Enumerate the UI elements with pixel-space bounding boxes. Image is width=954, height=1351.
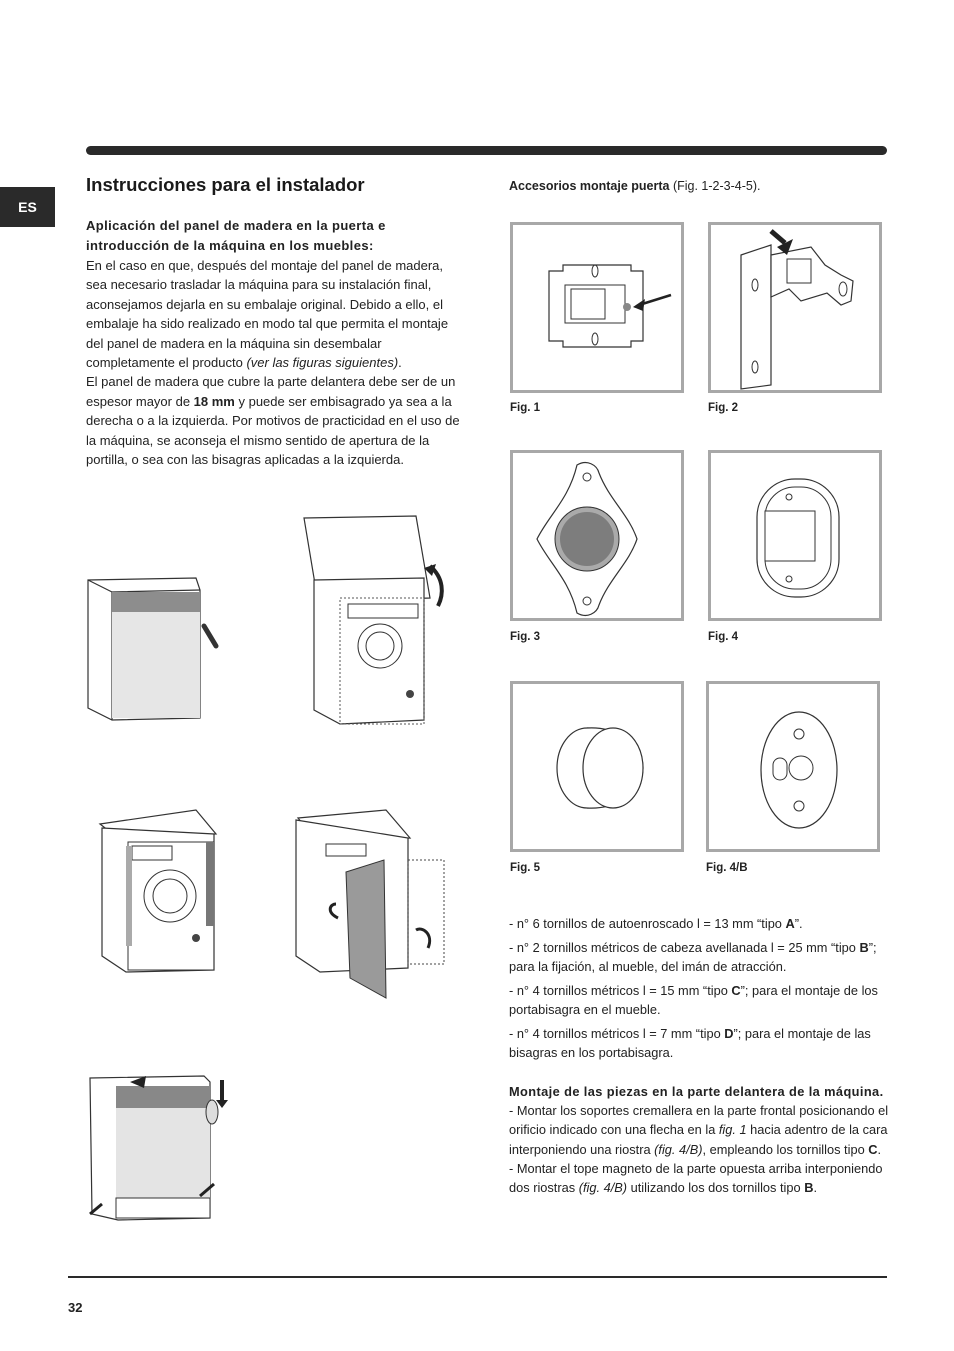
- figure-1: [510, 222, 684, 393]
- illustration-open-box-machine: [300, 512, 450, 732]
- header-rule: [86, 146, 887, 155]
- figure-4b: [706, 681, 880, 852]
- mounting-section: [509, 1082, 889, 1197]
- figure-3: [510, 450, 684, 621]
- fig-2-label: Fig. 2: [708, 402, 739, 414]
- fig-5-label: Fig. 5: [510, 862, 541, 874]
- bracket-plate-drawing: [543, 251, 673, 361]
- illustration-side-brackets: [96, 806, 236, 976]
- figure-2: [708, 222, 882, 393]
- list-item: - n° 4 tornillos métricos l = 15 mm “tipo C”; para el montaje de los portabisagra en el mueble.: [509, 983, 878, 1017]
- mounting-step-2: - Montar el tope magneto de la parte opuesta arriba interponiendo dos riostras (fig. 4/B) utilizando los dos tornillos tipo B.: [509, 1160, 883, 1196]
- fig-3-label: Fig. 3: [510, 631, 541, 643]
- screw-list: [509, 914, 889, 1067]
- accessories-heading: Accesorios montaje puerta (Fig. 1-2-3-4-5).: [509, 179, 761, 193]
- language-tab: ES: [0, 187, 55, 227]
- paragraph-2: El panel de madera que cubre la parte delantera debe ser de un espesor mayor de 18 mm y puede ser embisagrado ya sea a la derecha o a la izquierda. Por motivos de practicidad en el uso de la máquina, se aconseja el mismo sentido de apertura de la portilla, o sea con las bisagras aplicadas a la izquierda.: [86, 374, 460, 468]
- hinge-holder-drawing: [751, 473, 851, 603]
- figure-5: [510, 681, 684, 852]
- page-number: 32: [68, 1300, 83, 1315]
- magnet-plate-drawing: [533, 459, 663, 619]
- mounting-step-1: - Montar los soportes cremallera en la parte frontal posicionando el orificio indicado con una flecha en la fig. 1 hacia adentro de la cara interponiendo una riostra (fig. 4/B), empleando los tornillos tipo C.: [509, 1103, 889, 1157]
- illustration-finished-machine: [86, 1074, 236, 1224]
- knob-drawing: [547, 714, 657, 824]
- figure-4: [708, 450, 882, 621]
- mounting-heading: Montaje de las piezas en la parte delantera de la máquina.: [509, 1084, 884, 1099]
- paragraph-1: En el caso en que, después del montaje del panel de madera, sea necesario trasladar la máquina para su instalación final, aconsejamos dejarla en su embalaje original. Debido a ello, el embalaje ha sido realizado en modo tal que permita el montaje del panel de madera en la máquina sin desembalar completamente el producto (ver las figuras siguientes).: [86, 258, 449, 371]
- fig-4b-label: Fig. 4/B: [706, 862, 748, 874]
- section-subheading: Aplicación del panel de madera en la puerta e introducción de la máquina en los muebles:: [86, 218, 386, 253]
- list-item: - n° 2 tornillos métricos de cabeza avellanada l = 25 mm “tipo B”; para la fijación, al mueble, del imán de atracción.: [509, 940, 877, 974]
- fig-4-label: Fig. 4: [708, 631, 739, 643]
- fig-1-label: Fig. 1: [510, 402, 541, 414]
- list-item: - n° 4 tornillos métricos l = 7 mm “tipo D”; para el montaje de las bisagras en los portabisagra.: [509, 1026, 871, 1060]
- footer-rule: [68, 1276, 887, 1278]
- illustration-packaged-machine: [84, 574, 224, 724]
- intro-text: [86, 256, 462, 469]
- spacer-drawing: [751, 708, 847, 834]
- illustration-panel-mount: [286, 808, 446, 1008]
- list-item: - n° 6 tornillos de autoenroscado l = 13 mm “tipo A”.: [509, 916, 803, 931]
- page-title: Instrucciones para el instalador: [86, 174, 365, 195]
- hinge-drawing: [731, 225, 871, 390]
